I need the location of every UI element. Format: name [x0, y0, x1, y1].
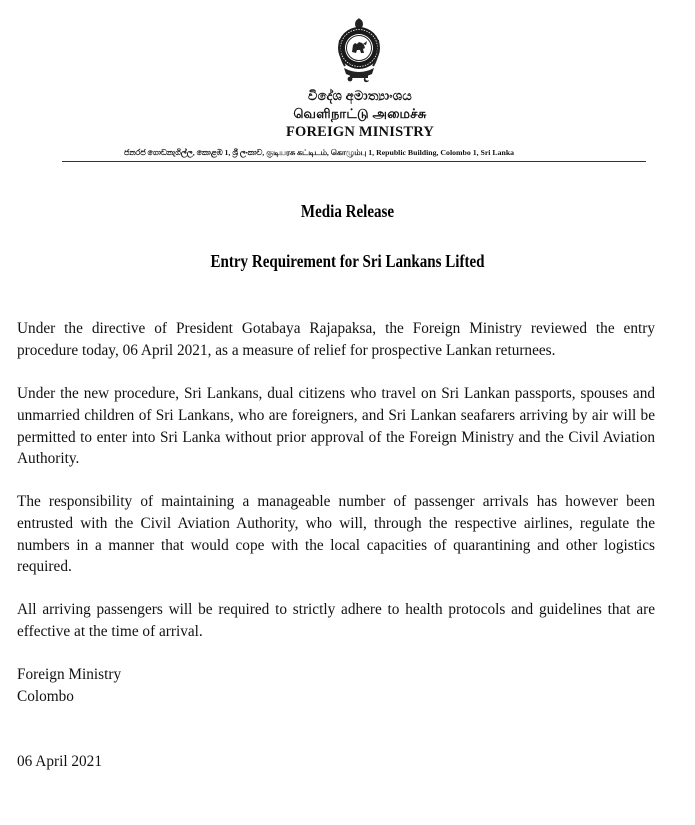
document-heading: Media Release: [300, 201, 395, 221]
signature-city: Colombo: [17, 688, 74, 705]
document-subheading: Entry Requirement for Sri Lankans Lifted: [210, 251, 485, 271]
sri-lanka-emblem-icon: [336, 18, 382, 84]
signature-ministry: Foreign Ministry: [17, 666, 122, 683]
document-date: 06 April 2021: [17, 753, 102, 770]
body-paragraph: Under the directive of President Gotabaya Rajapaksa, the Foreign Ministry reviewed the entry procedure today, 06 April 2021, as a measure of relief for prospective Lankan returnees.: [17, 320, 655, 359]
ministry-address: ජනරජ ගොඩනැගිල්ල, කොළඹ 1, ශ්‍රී ලංකාව, குடியரசு கட்டிடம், கொழும்பு 1, Republic Building, Colombo 1, Sri Lanka: [124, 148, 515, 157]
body-paragraph: All arriving passengers will be required to strictly adhere to health protocols and guidelines that are effective at the time of arrival.: [17, 601, 655, 640]
letterhead-divider: [62, 161, 646, 162]
ministry-name-english: FOREIGN MINISTRY: [285, 124, 435, 140]
body-paragraph: The responsibility of maintaining a manageable number of passenger arrivals has however been entrusted with the Civil Aviation Authority, who will, through the respective airlines, regulate the numbers in a manner that would cope with the local capacities of quarantining and other logistics required.: [17, 493, 655, 576]
ministry-name-sinhala: විදේශ අමාත්‍යාංශය: [307, 88, 413, 103]
body-paragraph: Under the new procedure, Sri Lankans, dual citizens who travel on Sri Lankan passports, spouses and unmarried children of Sri Lankans, who are foreigners, and Sri Lankan seafarers arriving by air will be permitted to enter into Sri Lanka without prior approval of the Foreign Ministry and the Civil Aviation Authority.: [17, 385, 655, 468]
ministry-name-tamil: வெளிநாட்டு அமைச்சு: [293, 106, 427, 121]
letterhead: [0, 0, 695, 170]
